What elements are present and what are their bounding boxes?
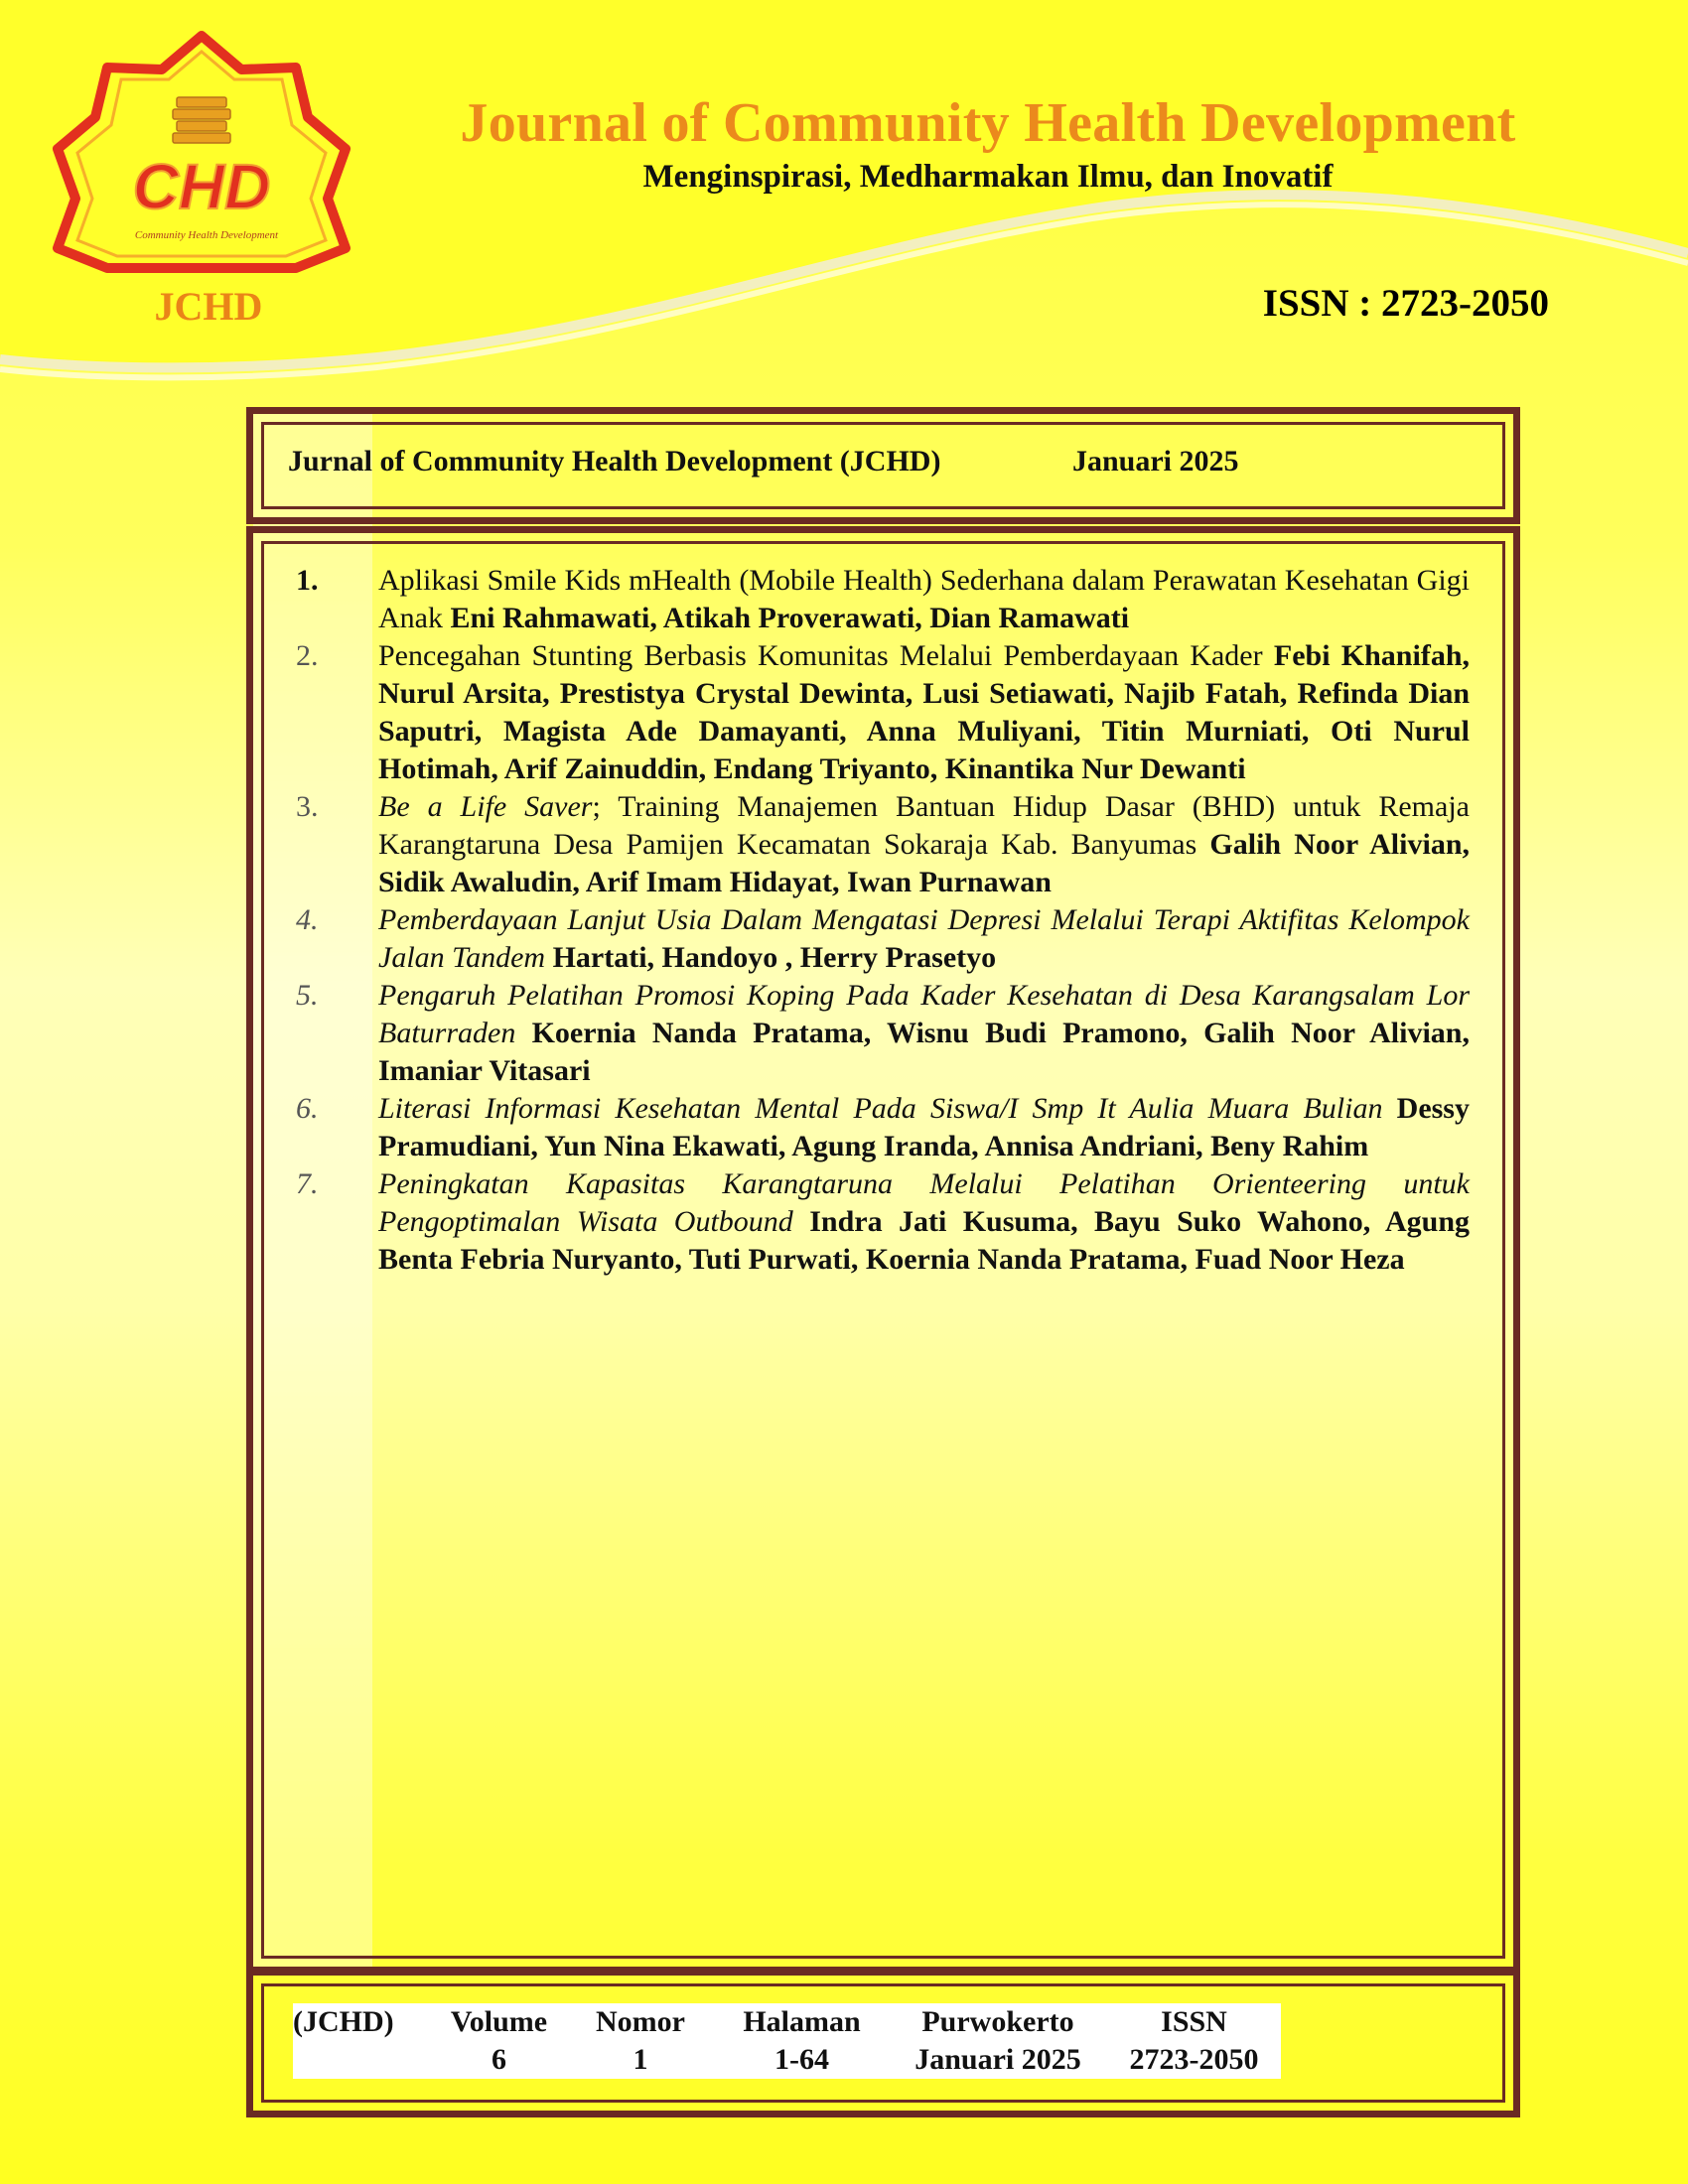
article-number: 4.	[296, 903, 319, 936]
journal-title: Journal of Community Health Development	[460, 92, 1516, 154]
article-authors: Eni Rahmawati, Atikah Proverawati, Dian Ramawati	[450, 602, 1130, 634]
footer-volume-value: 6	[492, 2043, 506, 2076]
table-of-contents	[293, 562, 1470, 1279]
footer-pages-value: 1-64	[774, 2043, 829, 2076]
article-number: 6.	[296, 1092, 319, 1125]
list-item	[293, 637, 1470, 788]
article-title: ; Training Manajemen Bantuan Hidup Dasar (BHD) untuk Remaja Karangtaruna Desa Pamijen Kecamatan Sokaraja Kab. Banyumas	[378, 790, 1470, 861]
footer-issn-value: 2723-2050	[1129, 2043, 1259, 2076]
box-header-date: Januari 2025	[1072, 445, 1239, 478]
footer-volume-label: Volume	[450, 2005, 548, 2038]
footer-date-value: Januari 2025	[914, 2043, 1081, 2076]
list-item	[293, 1165, 1470, 1279]
list-item	[293, 1090, 1470, 1165]
list-item	[293, 901, 1470, 977]
issue-info-table	[293, 2003, 1281, 2079]
list-item	[293, 562, 1470, 637]
article-authors: Dessy Pramudiani, Yun Nina Ekawati, Agung Iranda, Annisa Andriani, Beny Rahim	[378, 1092, 1470, 1162]
box-header-journal: Jurnal of Community Health Development (JCHD)	[288, 445, 941, 478]
svg-text:CHD: CHD	[132, 151, 271, 222]
table-row	[293, 2003, 1281, 2041]
article-title: Pencegahan Stunting Berbasis Komunitas Melalui Pemberdayaan Kader	[378, 639, 1263, 672]
article-number: 5.	[296, 979, 319, 1012]
list-item	[293, 977, 1470, 1090]
article-number: 3.	[296, 790, 319, 823]
books-icon	[173, 97, 230, 143]
issn-label: ISSN : 2723-2050	[1262, 282, 1549, 325]
article-title: Aplikasi Smile Kids mHealth (Mobile Health) Sederhana dalam Perawatan Kesehatan Gigi Anak	[378, 564, 1470, 634]
article-title-italic: Be a Life Saver	[378, 790, 593, 823]
footer-pages-label: Halaman	[743, 2005, 861, 2038]
article-authors: Febi Khanifah, Nurul Arsita, Prestistya Crystal Dewinta, Lusi Setiawati, Najib Fatah, Refinda Dian Saputri, Magista Ade Damayanti, Anna Muliyani, Titin Murniati, Oti Nurul Hotimah, Arif Zainuddin, Endang Triyanto, Kinantika Nur Dewanti	[378, 639, 1470, 785]
article-authors: Hartati, Handoyo , Herry Prasetyo	[552, 941, 997, 974]
logo-label: JCHD	[154, 284, 263, 329]
journal-tagline: Menginspirasi, Medharmakan Ilmu, dan Inovatif	[642, 159, 1334, 195]
svg-text:Community Health Development: Community Health Development	[134, 229, 279, 241]
article-number: 7.	[296, 1167, 319, 1200]
footer-number-value: 1	[633, 2043, 648, 2076]
article-authors: Koernia Nanda Pratama, Wisnu Budi Pramono, Galih Noor Alivian, Imaniar Vitasari	[378, 1017, 1470, 1087]
box-header-line	[288, 445, 1239, 478]
footer-issn-label: ISSN	[1161, 2005, 1227, 2038]
list-item	[293, 788, 1470, 901]
footer-journal: (JCHD)	[293, 2005, 394, 2038]
table-row	[293, 2041, 1281, 2079]
article-title: Pengaruh Pelatihan Promosi Koping Pada Kader Kesehatan di Desa Karangsalam Lor Baturraden	[378, 979, 1470, 1049]
article-title: Literasi Informasi Kesehatan Mental Pada Siswa/I Smp It Aulia Muara Bulian	[378, 1092, 1383, 1125]
article-title: Peningkatan Kapasitas Karangtaruna Melalui Pelatihan Orienteering untuk Pengoptimalan Wisata Outbound	[378, 1167, 1470, 1238]
footer-number-label: Nomor	[596, 2005, 685, 2038]
article-authors: Galih Noor Alivian, Sidik Awaludin, Arif Imam Hidayat, Iwan Purnawan	[378, 828, 1470, 898]
article-number: 2.	[296, 639, 319, 672]
article-title: Pemberdayaan Lanjut Usia Dalam Mengatasi Depresi Melalui Terapi Aktifitas Kelompok Jalan Tandem	[378, 903, 1470, 974]
article-authors: Indra Jati Kusuma, Bayu Suko Wahono, Agung Benta Febria Nuryanto, Tuti Purwati, Koernia Nanda Pratama, Fuad Noor Heza	[378, 1205, 1470, 1276]
footer-city-label: Purwokerto	[921, 2005, 1074, 2038]
article-number: 1.	[296, 564, 319, 597]
